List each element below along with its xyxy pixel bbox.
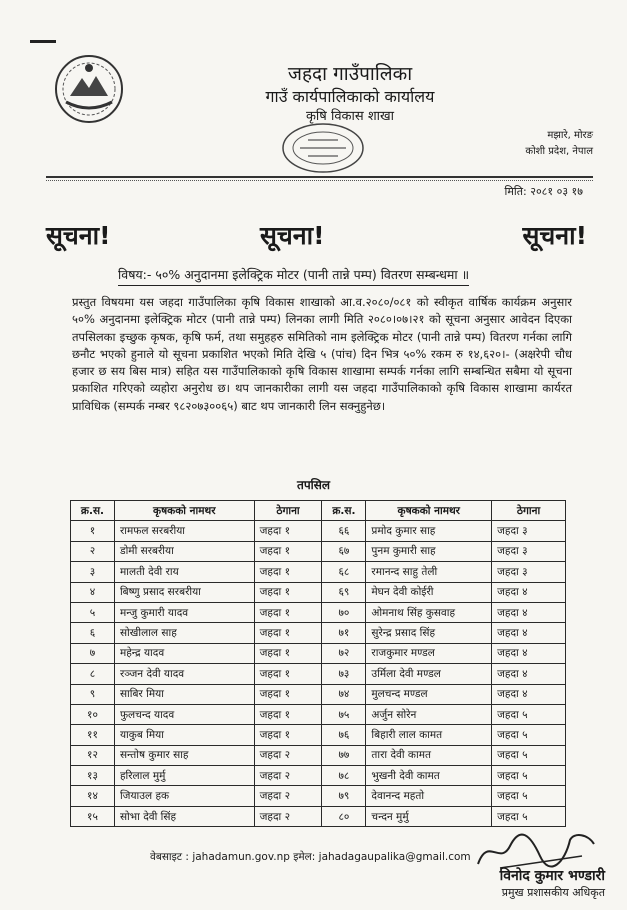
cell-address-2: जहदा ५ [492, 786, 566, 806]
cell-address: जहदा १ [254, 643, 322, 663]
cell-name: फुलचन्द यादव [114, 704, 254, 724]
footer-contact [150, 850, 471, 864]
table-row [71, 684, 566, 704]
cell-address-2: जहदा ५ [492, 806, 566, 826]
col-header-sn: क्र.स. [71, 501, 115, 521]
cell-sn: १२ [71, 745, 115, 765]
cell-address: जहदा २ [254, 745, 322, 765]
cell-address: जहदा १ [254, 602, 322, 622]
email-link[interactable]: jahadagaupalika@gmail.com [318, 851, 471, 863]
office-name: गाउँ कार्यपालिकाको कार्यालय [265, 87, 435, 106]
cell-name: साबिर मिया [114, 684, 254, 704]
notice-body: प्रस्तुत विषयमा यस जहदा गाउँपालिका कृषि विकास शाखाको आ.व.२०८०/०८१ को स्वीकृत वार्षिक कार्यक्रम अनुसार ५०% अनुदानमा इलेक्ट्रिक मोटर (पानी तान्ने पम्प) लिनका लागी मिति २०८०।०७।२१ को सूचना अनुसार आवेदन दिएका तपसिलका इच्छुक कृषक, कृषि फर्म, तथा समुहहरु समितिको नाम इलेक्ट्रिक मोटर (पानी तान्ने पम्प) वितरण गर्नका लागि छनौट भएको हुनाले यो सूचना प्रकाशित भएको मिति देखि ५ (पांच) दिन भित्र ५०% रकम रु १४,६२०।- (अक्षरेपी चौध हजार छ सय बिस मात्र) सहित यस गाउँपालिकाको कृषि विकास शाखामा सम्पर्क गर्नका लागि सम्बन्धित सबैमा यो सूचना प्रकाशित गरिएको व्यहोरा अनुरोध छ। थप जानकारीका लागी यस जहदा गाउँपालिकाको कृषि विकास शाखामा कार्यरत प्राविधिक (सम्पर्क नम्बर ९८२०७३००६५) बाट थप जानकारी लिन सक्नुहुनेछ। [72, 295, 572, 413]
cell-sn: ४ [71, 582, 115, 602]
cell-name-2: मेघन देवी कोईरी [366, 582, 492, 602]
cell-name: रामफल सरबरीया [114, 521, 254, 541]
address-line-2: कोशी प्रदेश, नेपाल [525, 146, 593, 157]
cell-address-2: जहदा ४ [492, 582, 566, 602]
cell-address-2: जहदा ३ [492, 541, 566, 561]
cell-name: मन्जु कुमारी यादव [114, 602, 254, 622]
cell-sn-2: ६९ [322, 582, 366, 602]
cell-sn: १ [71, 521, 115, 541]
table-row [71, 521, 566, 541]
cell-name: सोखीलाल साह [114, 623, 254, 643]
cell-sn: २ [71, 541, 115, 561]
cell-name-2: ओमनाथ सिंह कुसवाह [366, 602, 492, 622]
cell-address: जहदा १ [254, 623, 322, 643]
cell-address-2: जहदा ५ [492, 766, 566, 786]
cell-name: सन्तोष कुमार साह [114, 745, 254, 765]
notice-heading-right: सूचना! [522, 221, 587, 250]
header-rule-dotted [46, 180, 593, 181]
cell-name-2: सुरेन्द्र प्रसाद सिंह [366, 623, 492, 643]
cell-sn-2: ७६ [322, 725, 366, 745]
cell-name: डोमी सरबरीया [114, 541, 254, 561]
cell-sn-2: ६६ [322, 521, 366, 541]
cell-sn: ८ [71, 664, 115, 684]
cell-sn-2: ७५ [322, 704, 366, 724]
cell-name: महेन्द्र यादव [114, 643, 254, 663]
cell-name: मालती देवी राय [114, 562, 254, 582]
details-heading: तपसिल [296, 478, 330, 492]
cell-sn-2: ७३ [322, 664, 366, 684]
cell-address-2: जहदा ५ [492, 745, 566, 765]
office-heading [140, 62, 560, 126]
cell-sn: १५ [71, 806, 115, 826]
municipality-name: जहदा गाउँपालिका [287, 63, 413, 85]
cell-name-2: राजकुमार मण्डल [366, 643, 492, 663]
cell-sn: ५ [71, 602, 115, 622]
cell-sn-2: ७४ [322, 684, 366, 704]
cell-address-2: जहदा ४ [492, 643, 566, 663]
notice-heading-left: सूचना! [46, 221, 111, 250]
office-stamp-icon [278, 118, 368, 182]
signatory-designation: प्रमुख प्रशासकीय अधिकृत [501, 886, 605, 899]
cell-sn-2: ६७ [322, 541, 366, 561]
col-header-sn-2: क्र.स. [322, 501, 366, 521]
beneficiary-table [70, 500, 566, 827]
cell-address-2: जहदा ३ [492, 562, 566, 582]
cell-sn-2: ६८ [322, 562, 366, 582]
table-row [71, 643, 566, 663]
cell-name-2: चन्दन मुर्मु [366, 806, 492, 826]
cell-address-2: जहदा ५ [492, 725, 566, 745]
cell-address-2: जहदा ४ [492, 623, 566, 643]
cell-sn: ६ [71, 623, 115, 643]
corner-mark [30, 40, 56, 43]
cell-address: जहदा १ [254, 664, 322, 684]
cell-address: जहदा १ [254, 704, 322, 724]
nepal-government-emblem-icon [52, 52, 126, 126]
cell-address: जहदा २ [254, 766, 322, 786]
cell-address: जहदा १ [254, 725, 322, 745]
header-rule [46, 176, 593, 178]
table-row [71, 541, 566, 561]
signatory-name: विनोद कुमार भण्डारी [499, 868, 605, 884]
table-row [71, 623, 566, 643]
cell-name-2: प्रमोद कुमार साह [366, 521, 492, 541]
cell-address: जहदा १ [254, 562, 322, 582]
table-header-row [71, 501, 566, 521]
cell-sn: ११ [71, 725, 115, 745]
table-row [71, 806, 566, 826]
cell-address: जहदा १ [254, 541, 322, 561]
cell-name-2: देवानन्द महतो [366, 786, 492, 806]
website-label: वेबसाइट : [150, 851, 189, 863]
notice-heading-center: सूचना! [260, 221, 325, 250]
table-row [71, 602, 566, 622]
table-row [71, 786, 566, 806]
cell-sn-2: ७२ [322, 643, 366, 663]
cell-address-2: जहदा ४ [492, 664, 566, 684]
col-header-name: कृषकको नामथर [114, 501, 254, 521]
cell-address-2: जहदा ४ [492, 602, 566, 622]
cell-address: जहदा १ [254, 521, 322, 541]
cell-name-2: बिहारी लाल कामत [366, 725, 492, 745]
cell-name-2: तारा देवी कामत [366, 745, 492, 765]
col-header-address-2: ठेगाना [492, 501, 566, 521]
cell-address: जहदा २ [254, 806, 322, 826]
cell-name-2: भुखनी देवी कामत [366, 766, 492, 786]
table-body [71, 521, 566, 827]
table-row [71, 664, 566, 684]
address-line-1: मझारे, मोरङ [547, 130, 593, 141]
cell-sn-2: ७१ [322, 623, 366, 643]
cell-name: जियाउल हक [114, 786, 254, 806]
email-label: इमेल: [293, 851, 316, 863]
cell-name-2: उर्मिला देवी मण्डल [366, 664, 492, 684]
table-row [71, 704, 566, 724]
signatory [500, 866, 605, 900]
cell-address-2: जहदा ३ [492, 521, 566, 541]
cell-name: सोभा देवी सिंह [114, 806, 254, 826]
cell-sn: ७ [71, 643, 115, 663]
cell-name: याकुब मिया [114, 725, 254, 745]
cell-name: रञ्जन देवी यादव [114, 664, 254, 684]
cell-sn-2: ७७ [322, 745, 366, 765]
table-row [71, 745, 566, 765]
table-row [71, 582, 566, 602]
cell-sn: १४ [71, 786, 115, 806]
table-row [71, 562, 566, 582]
cell-sn-2: ७८ [322, 766, 366, 786]
cell-address-2: जहदा ४ [492, 684, 566, 704]
cell-sn: ९ [71, 684, 115, 704]
col-header-name-2: कृषकको नामथर [366, 501, 492, 521]
branch-name: कृषि विकास शाखा [305, 109, 395, 124]
cell-sn-2: ७० [322, 602, 366, 622]
cell-sn-2: ८० [322, 806, 366, 826]
cell-sn: ३ [71, 562, 115, 582]
cell-name: हरिलाल मुर्मु [114, 766, 254, 786]
cell-name-2: रमानन्द साहु तेली [366, 562, 492, 582]
cell-address: जहदा २ [254, 786, 322, 806]
issue-date: मिति: २०८१ ०३ १७ [504, 185, 583, 198]
cell-name: बिष्णु प्रसाद सरबरीया [114, 582, 254, 602]
table-row [71, 766, 566, 786]
cell-address-2: जहदा ५ [492, 704, 566, 724]
cell-name-2: अर्जुन सोरेन [366, 704, 492, 724]
cell-address: जहदा १ [254, 684, 322, 704]
office-address [525, 128, 593, 160]
col-header-address: ठेगाना [254, 501, 322, 521]
cell-address: जहदा १ [254, 582, 322, 602]
cell-name-2: पुनम कुमारी साह [366, 541, 492, 561]
subject-line: विषय:- ५०% अनुदानमा इलेक्ट्रिक मोटर (पानी तान्ने पम्प) वितरण सम्बन्धमा ॥ [118, 266, 469, 286]
table-row [71, 725, 566, 745]
cell-sn: १० [71, 704, 115, 724]
cell-name-2: मुलचन्द मण्डल [366, 684, 492, 704]
cell-sn-2: ७९ [322, 786, 366, 806]
website-link[interactable]: jahadamun.gov.np [192, 851, 290, 863]
cell-sn: १३ [71, 766, 115, 786]
